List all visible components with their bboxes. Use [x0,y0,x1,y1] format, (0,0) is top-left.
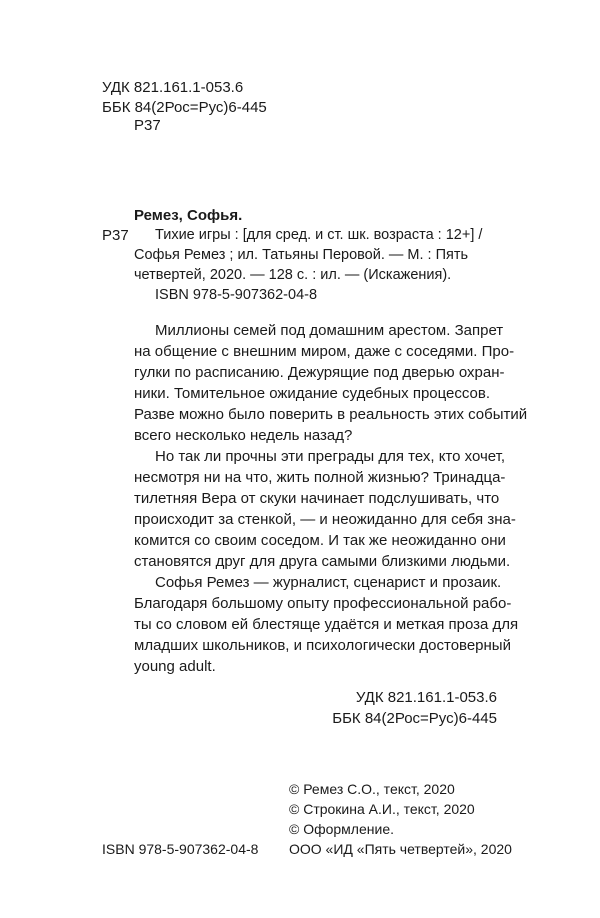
record-author-mark: Р37 [102,227,129,244]
annotation-line: ники. Томительное ожидание судебных процессов. [134,385,491,402]
annotation-line: young adult. [134,658,216,675]
annotation-line: тилетняя Вера от скуки начинает подслушивать, что [134,490,500,507]
author-heading: Ремез, Софья. [134,207,243,224]
copyright-line: © Строкина А.И., текст, 2020 [289,801,475,817]
isbn-bottom: ISBN 978-5-907362-04-8 [102,841,259,857]
publisher-line: ООО «ИД «Пять четвертей», 2020 [289,841,512,857]
annotation-line: младших школьников, и психологически достоверный [134,637,511,654]
copyright-line: © Оформление. [289,821,394,837]
annotation-line: становятся друг для друга самыми близкими людьми. [134,553,511,570]
annotation-line: ты со словом ей блестяще удаётся и меткая проза для [134,616,519,633]
annotation-line: Разве можно было поверить в реальность этих событий [134,406,528,423]
record-line: четвертей, 2020. — 128 с. : ил. — (Искажения). [134,267,452,283]
annotation-line: всего несколько недель назад? [134,427,353,444]
copyright-line: © Ремез С.О., текст, 2020 [289,781,455,797]
record-line-text: Софья Ремез ; ил. Татьяны Перовой. — М. : Пять [134,247,469,263]
author-mark: Р37 [134,117,161,134]
record-isbn: ISBN 978-5-907362-04-8 [155,287,318,303]
udk-code-right: УДК 821.161.1-053.6 [355,689,497,706]
annotation-line: Благодаря большому опыту профессиональной рабо- [134,595,512,612]
annotation-line: Но так ли прочны эти преграды для тех, кто хочет, [155,448,506,465]
record-line [134,248,496,263]
bbk-code: ББК 84(2Рос=Рус)6-445 [102,99,267,116]
annotation-line: Миллионы семей под домашним арестом. Запрет [155,322,504,339]
annotation-line: комится со своим соседом. И так же неожиданно они [134,532,506,549]
annotation-line: происходит за стенкой, — и неожиданно для себя зна- [134,511,516,528]
annotation-line: гулки по расписанию. Дежурящие под дверью охран- [134,364,505,381]
annotation-line: несмотря ни на что, жить полной жизнью? Тринадца- [134,469,506,486]
annotation-line: Софья Ремез — журналист, сценарист и прозаик. [155,574,502,591]
annotation-line: на общение с внешним миром, даже с соседями. Про- [134,343,515,360]
udk-code: УДК 821.161.1-053.6 [102,79,244,96]
bbk-code-right: ББК 84(2Рос=Рус)6-445 [332,710,497,727]
record-line: Тихие игры : [для сред. и ст. шк. возраста : 12+] / [155,227,483,243]
